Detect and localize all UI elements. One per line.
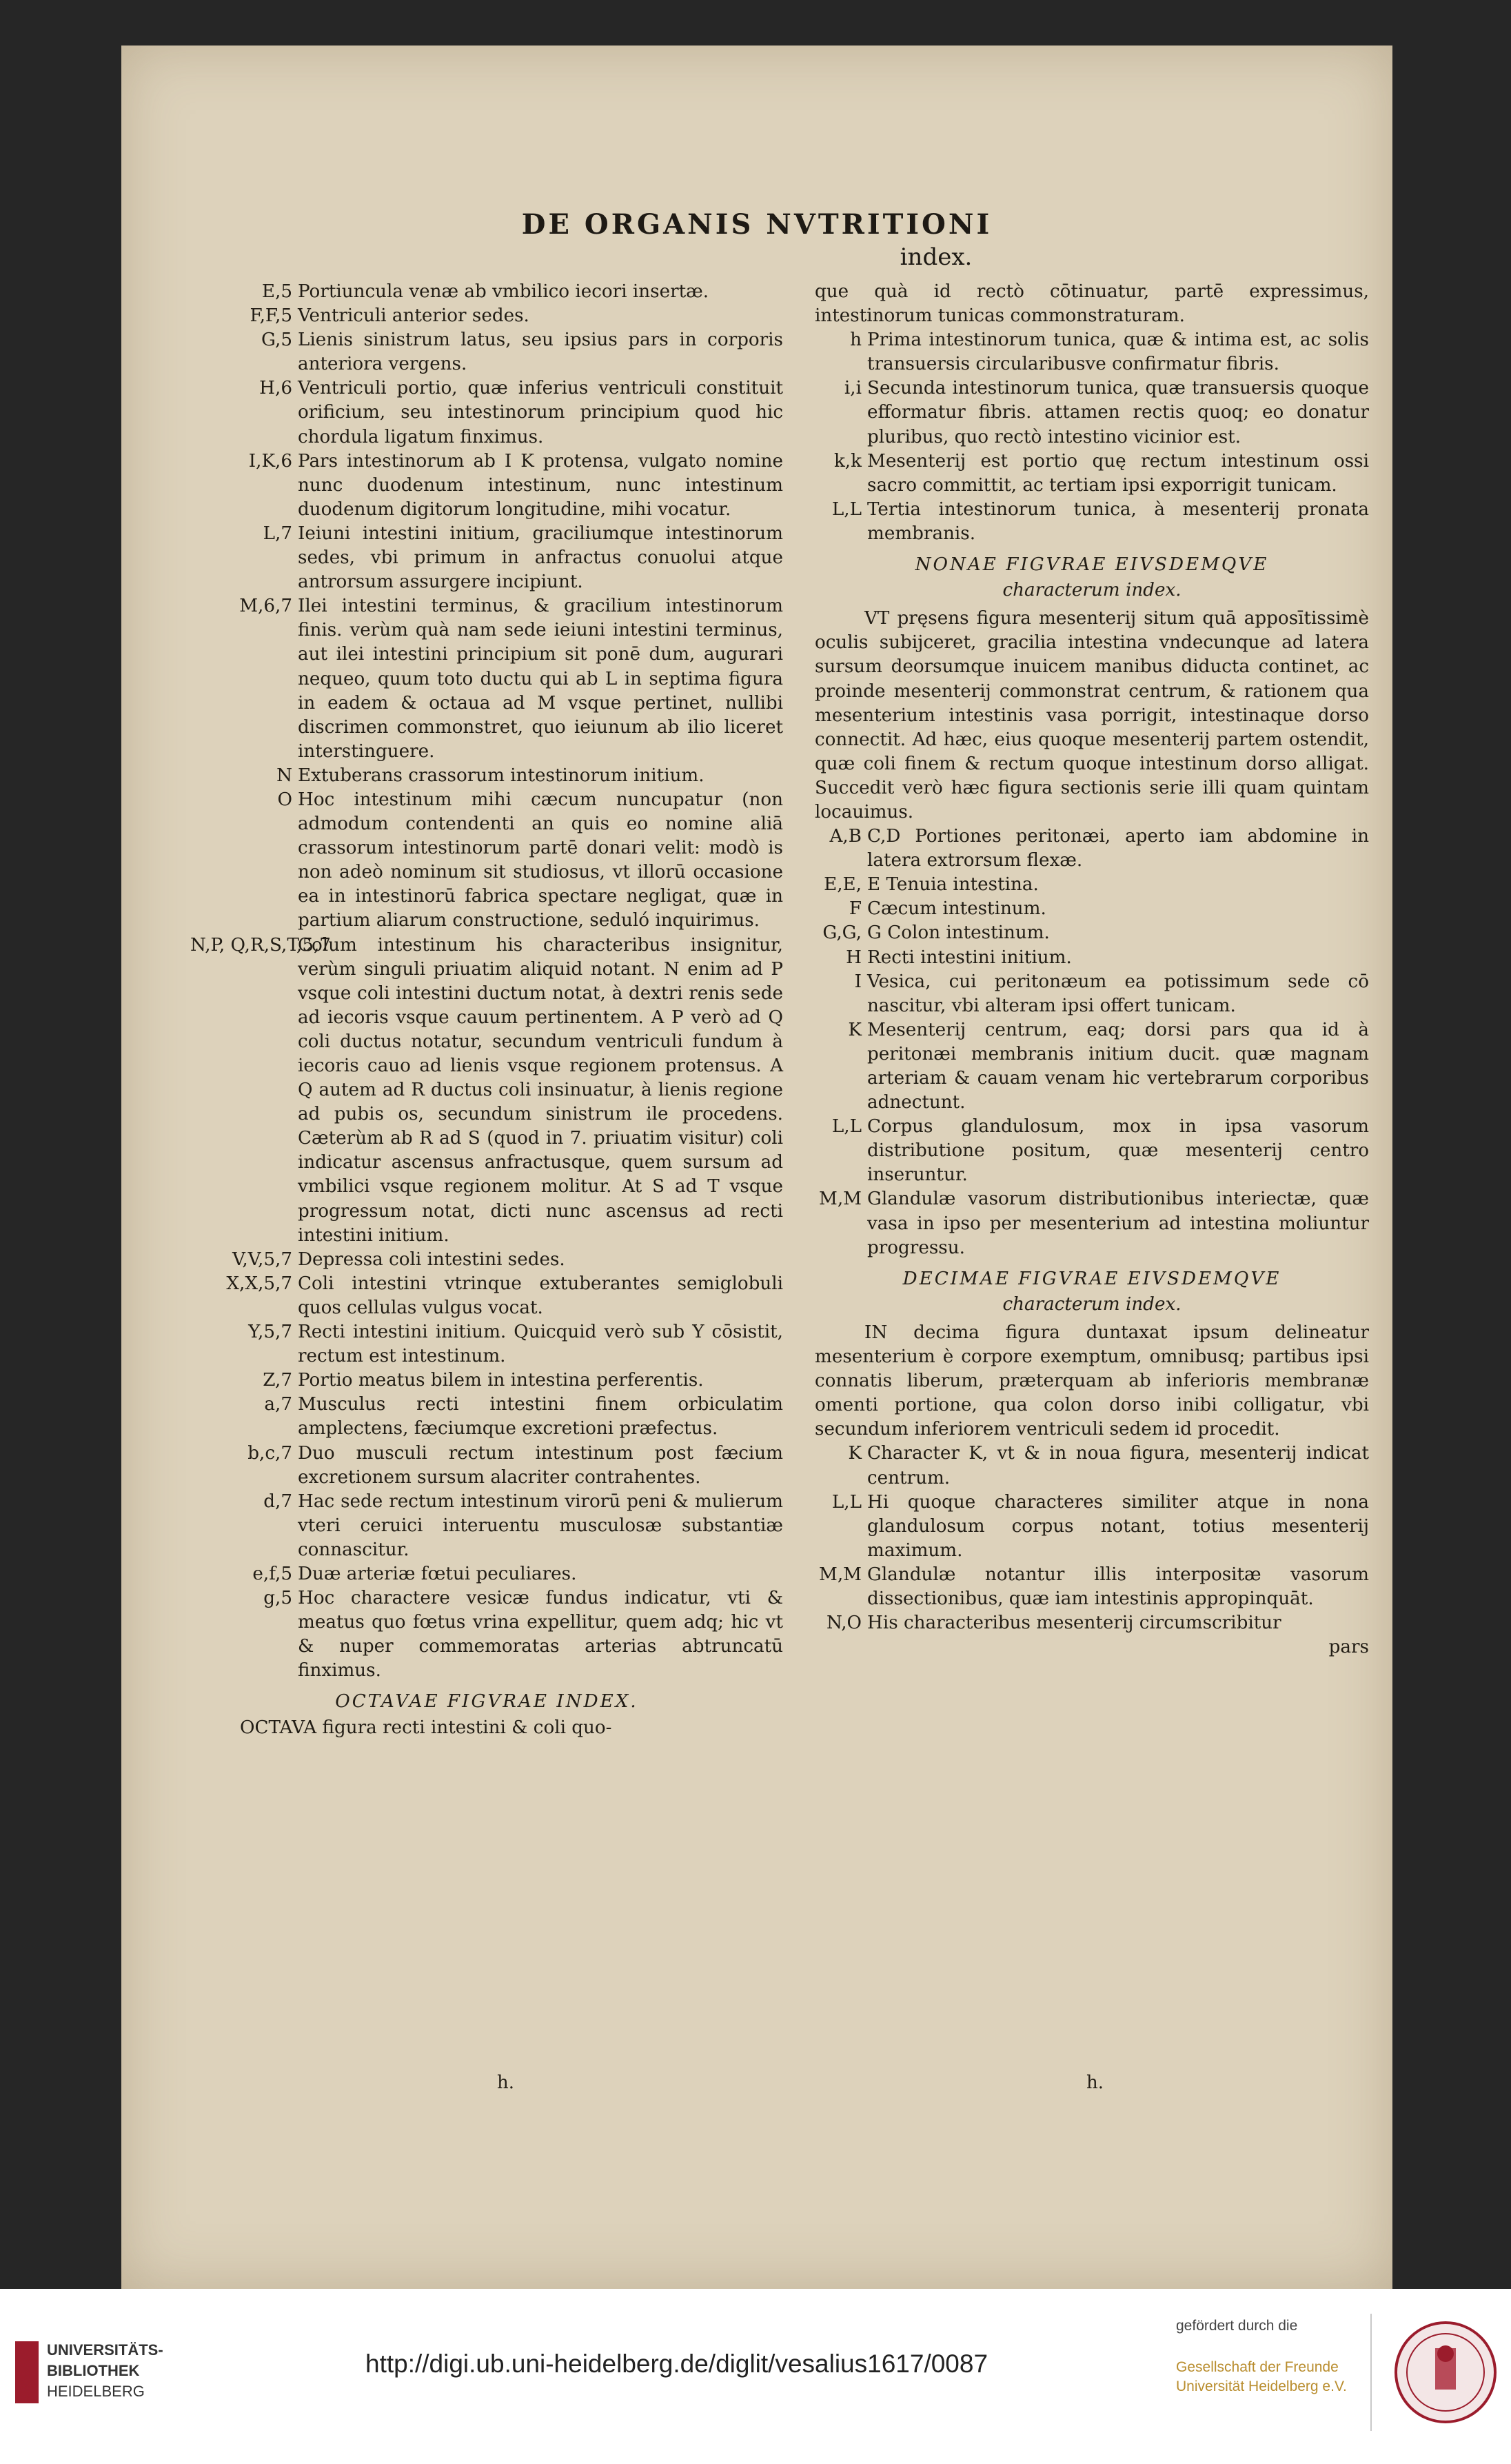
footer-bar [0, 2289, 1511, 2464]
entry-text: Hoc intestinum mihi cæcum nuncupatur (non admodum contendenti an quis eo nomine aliā crassorum intestinorum partē donari velit: modò is non adeò nominum sit studiosus, vt illorū occasione ea in intestinorū fabrica spectare negligat, quæ in partium aliarum constructione, seduló inquirimus. [298, 789, 783, 931]
entry-text: Extuberans crassorum intestinorum initium. [298, 765, 704, 786]
right-entry-list-2 [815, 825, 1369, 1260]
entry-label: e,f,5 [252, 1563, 292, 1584]
society-name-line2: Universität Heidelberg e.V. [1176, 2379, 1347, 2394]
caption-nona: NONAE FIGVRAE EIVSDEMQVE [915, 554, 1269, 576]
entry-text: Colum intestinum his characteribus insignitur, verùm singuli priuatim aliquid notant. N enim ad P vsque coli intestini ductum notat, à dextri renis sede ad iecoris vsque cauum pertinentem. A P verò ad Q coli ductus notatur, secundum ventriculi fundum à iecoris cauo ad lienis vsque regionem protensus. A Q autem ad R ductus coli insinuatur, à lienis regione ad pubis os, secundum sinistrum ile procedens. Cæterùm ab R ad S (quod in 7. priuatim visitur) coli indicatur ascensus anfractusque, quem sursum ad vmbilici vsque regionem molitur. At S ad T vsque progressum notat, dicti nunc ascensus ad recti intestini initium. [298, 934, 783, 1246]
paragraph-decima: IN decima figura duntaxat ipsum delineatur mesenterium è corpore exemptum, omnibusq; partibus ipsi connatis liberum, præterquam ab inferioris membranæ omenti portione, qua colon dorso inibi colligatur, vbi secundum inferiorem ventriculi sedem id procedit. [815, 1322, 1369, 1440]
entry-label: K [848, 1443, 862, 1464]
entry-text: Glandulæ vasorum distributionibus interiectæ, quæ vasa in ipso per mesenterium ad intestina moliuntur progressu. [867, 1189, 1369, 1258]
university-seal-icon [1394, 2321, 1497, 2424]
left-signature: h. [497, 2072, 515, 2093]
entry-text: Character K, vt & in noua figura, mesenterij indicat centrum. [867, 1443, 1369, 1488]
page-subtitle: index. [900, 243, 973, 271]
index-entry [815, 1187, 1369, 1260]
entry-label: Y,5,7 [248, 1322, 292, 1343]
index-entry [190, 328, 783, 376]
entry-text: Duæ arteriæ fœtui peculiares. [298, 1563, 577, 1584]
entry-label: K [848, 1019, 862, 1040]
entry-text: Prima intestinorum tunica, quæ & intima est, ac solis transuersis circularibusve confirmatur fibris. [867, 330, 1369, 375]
permalink-url[interactable]: http://digi.ub.uni-heidelberg.de/diglit/vesalius1617/0087 [365, 2350, 988, 2378]
caption-octava: OCTAVAE FIGVRAE INDEX. [335, 1691, 638, 1713]
entry-text: Musculus recti intestini finem orbiculatim amplectens, fæciumque excretioni præfectus. [298, 1394, 783, 1440]
index-entry [815, 825, 1369, 873]
entry-text: Mesenterij centrum, eaq; dorsi pars qua id à peritonæi membranis initium ducit. quæ magnam arteriam & cauam venam hic vertebrarum corporibus adnectunt. [867, 1019, 1369, 1113]
index-entry [190, 1442, 783, 1490]
index-entry [190, 1272, 783, 1320]
index-entry [190, 1586, 783, 1683]
entry-text: Ilei intestini terminus, & gracilium intestinorum finis. verùm quà nam sede ieiuni intestini terminus, aut ilei intestini principium sit ponē dum, augurari nequeo, quum toto ductu qui ab L in septima figura in eadem & octaua ad M vsque pertinet, nullibi discrimen commonstret, quo ieiunum ab ilio liceret interstinguere. [298, 596, 783, 762]
index-entry [190, 1320, 783, 1369]
index-entry [815, 450, 1369, 498]
index-entry [190, 594, 783, 764]
entry-text: Hoc charactere vesicæ fundus indicatur, vti & meatus quo fœtus vrina expellitur, quem adq; hic vt & nuper commemoratas arterias abtruncatū finximus. [298, 1588, 783, 1682]
index-entry [190, 764, 783, 788]
society-logo-text[interactable] [1176, 2358, 1347, 2396]
index-entry [815, 897, 1369, 921]
index-entry [190, 933, 783, 1248]
index-entry [815, 970, 1369, 1018]
entry-label: N [276, 765, 292, 786]
entry-text: Mesenterij est portio quę rectum intestinum ossi sacro committit, ac tertiam ipsi exporrigit tunicam. [867, 450, 1369, 496]
entry-label: I,K,6 [248, 450, 292, 472]
entry-text: Ventriculi anterior sedes. [298, 305, 529, 327]
entry-text: Lienis sinistrum latus, seu ipsius pars in corporis anteriora vergens. [298, 330, 783, 375]
entry-label: L,L [831, 1116, 862, 1138]
entry-text: Depressa coli intestini sedes. [298, 1249, 565, 1270]
left-entry-list [190, 280, 783, 1683]
entry-label: V,V,5,7 [232, 1249, 292, 1270]
index-entry [190, 1490, 783, 1562]
footer-divider [1370, 2314, 1372, 2431]
index-entry [815, 376, 1369, 449]
entry-label: N,O [826, 1613, 862, 1634]
entry-label: Z,7 [263, 1370, 292, 1391]
entry-label: G,5 [261, 330, 292, 351]
right-signature: h. [1086, 2072, 1104, 2093]
entry-label: d,7 [263, 1491, 292, 1512]
entry-text: Portio meatus bilem in intestina perferentis. [298, 1370, 704, 1391]
entry-label: L,L [831, 498, 862, 520]
index-entry [190, 280, 783, 304]
index-entry [190, 1369, 783, 1393]
entry-label: g,5 [263, 1588, 292, 1609]
entry-text: Cæcum intestinum. [867, 898, 1046, 920]
entry-text: Corpus glandulosum, mox in ipsa vasorum distributione positum, quæ mesenterij centro inseruntur. [867, 1116, 1369, 1186]
index-entry [190, 304, 783, 328]
index-entry [190, 1248, 783, 1272]
entry-label: F,F,5 [250, 305, 292, 327]
entry-label: H,6 [259, 378, 292, 399]
entry-label: k,k [833, 450, 862, 472]
caption-nona-sub: characterum index. [1002, 580, 1182, 601]
index-entry [815, 498, 1369, 546]
entry-label: M,6,7 [239, 596, 292, 617]
index-entry [815, 328, 1369, 376]
index-entry [815, 1115, 1369, 1187]
right-entry-list-1 [815, 328, 1369, 546]
entry-label: I [854, 971, 862, 992]
entry-text: Coli intestini vtrinque extuberantes semiglobuli quos cellulas vulgus vocat. [298, 1273, 783, 1318]
entry-text: Hi quoque characteres similiter atque in nona glandulosum corpus notant, totius mesenterij maximum. [867, 1491, 1369, 1561]
entry-label: a,7 [264, 1394, 292, 1415]
entry-text: Ieiuni intestini initium, graciliumque intestinorum sedes, vbi primum in anfractus conuolui atque antrorsum assurgere incipiunt. [298, 523, 783, 593]
entry-text: G Colon intestinum. [867, 922, 1050, 944]
entry-label: G,G, [822, 922, 862, 944]
entry-label: O [277, 789, 292, 810]
entry-text: His characteribus mesenterij circumscribitur [867, 1613, 1281, 1634]
entry-label: E,E, [824, 874, 862, 896]
page-title: DE ORGANIS NVTRITIONI [521, 208, 993, 241]
entry-label: b,c,7 [247, 1442, 292, 1464]
entry-text: Recti intestini initium. Quicquid verò sub Y cōsistit, rectum est intestinum. [298, 1322, 783, 1367]
book-page [121, 46, 1392, 2289]
university-library-logo[interactable] [15, 2337, 194, 2413]
index-entry [815, 1611, 1369, 1635]
right-column [815, 280, 1369, 1659]
entry-label: E,5 [261, 281, 292, 302]
index-entry [815, 1018, 1369, 1115]
entry-text: C,D Portiones peritonæi, aperto iam abdomine in latera extrorsum flexæ. [867, 826, 1369, 871]
library-name-line2: BIBLIOTHEK [47, 2362, 140, 2379]
index-entry [815, 873, 1369, 897]
index-entry [190, 522, 783, 594]
sponsor-text: gefördert durch die [1176, 2318, 1298, 2334]
entry-text: Glandulæ notantur illis interpositæ vasorum dissectionibus, quæ iam intestinis appropinquāt. [867, 1564, 1369, 1609]
index-entry [815, 1563, 1369, 1611]
entry-text: Vesica, cui peritonæum ea potissimum sede cō nascitur, vbi alteram ipsi offert tunicam. [867, 971, 1369, 1016]
library-logo-icon [15, 2341, 39, 2403]
library-name-line3: HEIDELBERG [47, 2383, 145, 2400]
right-entry-list-3 [815, 1442, 1369, 1635]
entry-text: Tertia intestinorum tunica, à mesenterij pronata membranis. [867, 498, 1369, 544]
index-entry [815, 1491, 1369, 1563]
index-entry [190, 1562, 783, 1586]
entry-text: Pars intestinorum ab I K protensa, vulgato nomine nunc duodenum intestinum, nunc intestinum duodenum digitorum longitudine, mihi vocatur. [298, 450, 783, 520]
entry-label: A,B [829, 826, 862, 847]
entry-label: h [850, 330, 862, 351]
entry-text: Hac sede rectum intestinum virorū peni & mulierum vteri ceruici interuentu musculosæ substantiæ connascitur. [298, 1491, 783, 1560]
entry-text: Secunda intestinorum tunica, quæ transuersis quoque efformatur fibris. attamen rectis quoq; eo donatur pluribus, quo rectò intestino vicinior est. [867, 378, 1369, 447]
index-entry [815, 1442, 1369, 1490]
paragraph-nona: VT pręsens figura mesenterij situm quā apposītissimè oculis subijceret, gracilia intestina vndecunque ad latera sursum deorsumque inuicem manibus diducta continet, ac proinde mesenterij commonstrat centrum, & rationem qua mesenterium intestinis vasa porrigit, intestinaque dorso connectit. Ad hæc, eius quoque mesenterij partem ostendit, quæ coli finem & rectum quoque intestinum dorso alligat. Succedit verò hæc figura sectionis serie illi quam quintam locauimus. [815, 608, 1369, 822]
page-header [121, 208, 1392, 271]
entry-text: Duo musculi rectum intestinum post fæcium excretionem sursum alacriter contrahentes. [298, 1442, 783, 1488]
index-entry [190, 788, 783, 933]
intro-continuation: que quà id rectò cōtinuatur, partē expressimus, intestinorum tunicas commonstraturam. [815, 281, 1369, 327]
entry-text: Ventriculi portio, quæ inferius ventriculi constituit orificium, seu intestinorum principium quod hic chordula ligatum finximus. [298, 378, 783, 447]
entry-label: M,M [819, 1189, 862, 1210]
entry-label: N,P, Q,R,S,T,5,7 [190, 934, 331, 956]
caption-decima-sub: characterum index. [1002, 1293, 1182, 1315]
entry-label: F [849, 898, 862, 920]
catchword: pars [1328, 1637, 1369, 1658]
entry-label: M,M [819, 1564, 862, 1585]
entry-text: Portiuncula venæ ab vmbilico iecori insertæ. [298, 281, 709, 302]
index-entry [190, 376, 783, 449]
index-entry [190, 450, 783, 522]
index-entry [190, 1393, 783, 1441]
entry-label: L,L [831, 1491, 862, 1513]
entry-label: i,i [844, 378, 862, 399]
index-entry [815, 921, 1369, 945]
society-name-line1: Gesellschaft der Freunde [1176, 2359, 1339, 2375]
entry-label: X,X,5,7 [226, 1273, 292, 1294]
entry-label: L,7 [263, 523, 292, 544]
library-name-line1: UNIVERSITÄTS- [47, 2341, 163, 2359]
left-column [190, 280, 783, 1740]
entry-text: Recti intestini initium. [867, 947, 1072, 968]
entry-text: E Tenuia intestina. [867, 874, 1039, 896]
entry-label: H [846, 947, 862, 968]
caption-decima: DECIMAE FIGVRAE EIVSDEMQVE [902, 1268, 1281, 1289]
index-entry [815, 946, 1369, 970]
closing-line: OCTAVA figura recti intestini & coli quo- [240, 1717, 612, 1738]
